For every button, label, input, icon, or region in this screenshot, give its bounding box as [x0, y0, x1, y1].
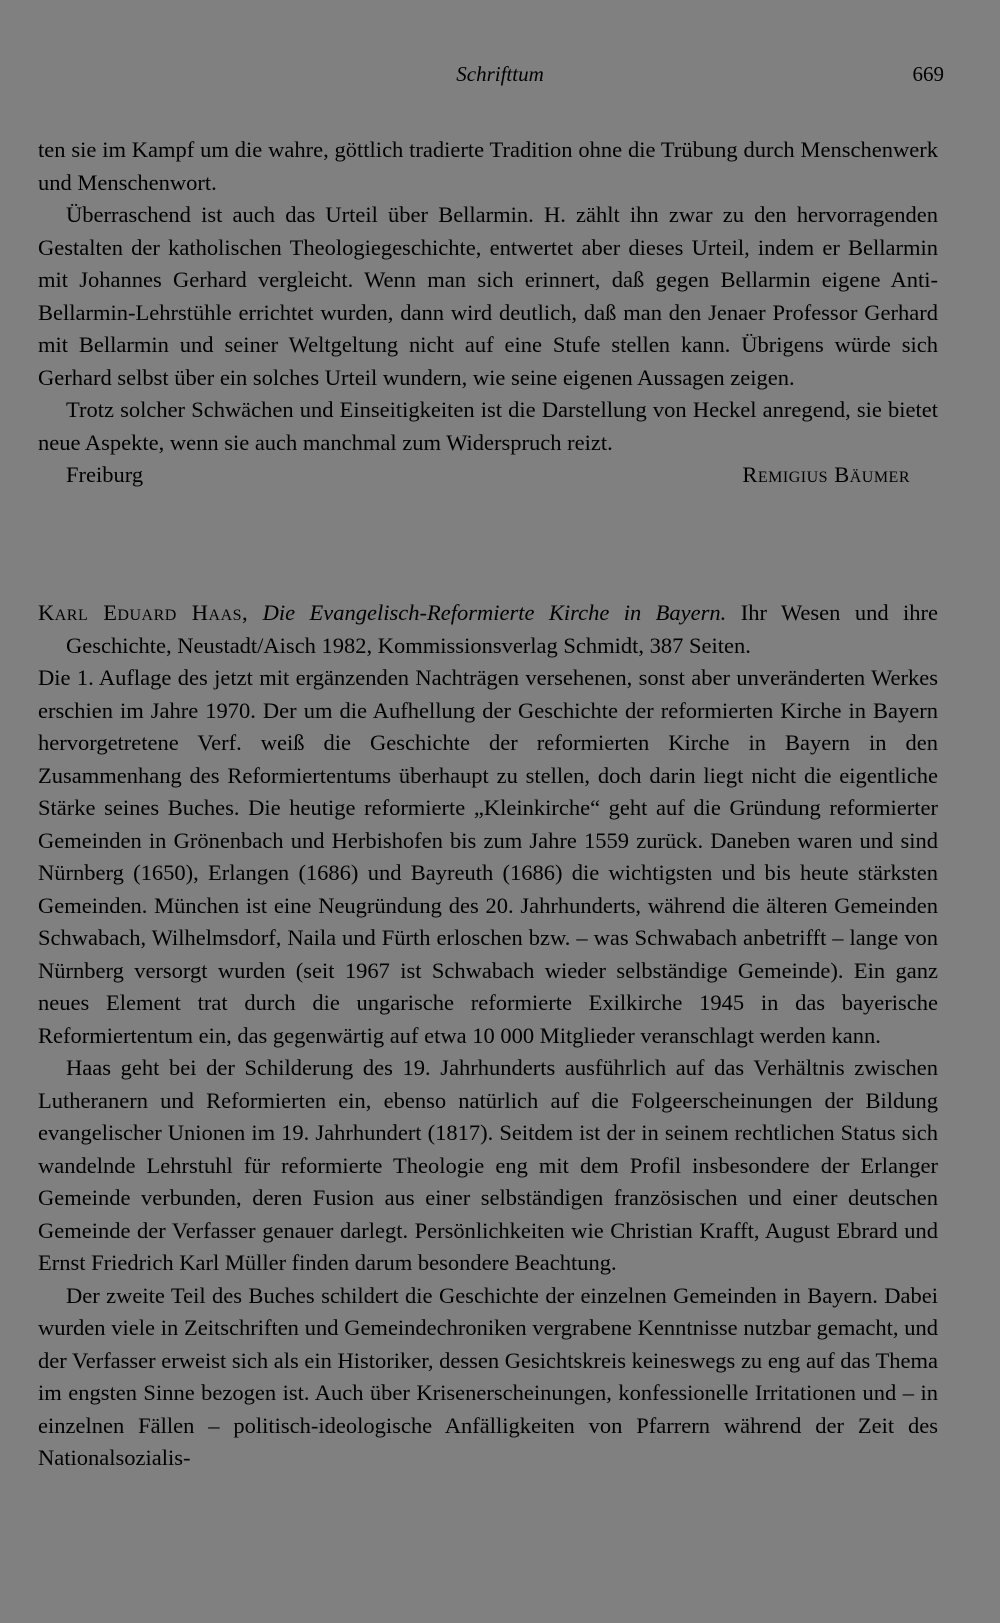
citation-details: Ihr Wesen und ihre Geschichte, Neustadt/Aisch 1982, Kommissionsverlag Schmidt, 387 Seiten.: [66, 600, 939, 658]
signature-place: Freiburg: [66, 462, 144, 487]
paragraph: Überraschend ist auch das Urteil über Bellarmin. H. zählt ihn zwar zu den hervorragenden Gestalten der katholischen Theologiegeschichte, entwertet aber dieses Urteil, indem er Bellarmin mit Johannes Gerhard vergleicht. Wenn man sich erinnert, daß gegen Bellarmin eigene Anti-Bellarmin-Lehrstühle errichtet wurden, dann wird deutlich, daß man den Jenaer Professor Gerhard mit Bellarmin und seiner Weltgeltung nicht auf eine Stufe stellen kann. Übrigens würde sich Gerhard selbst über ein solches Urteil wundern, wie seine eigenen Aussagen zeigen.: [38, 202, 938, 390]
paragraph: Der zweite Teil des Buches schildert die Geschichte der einzelnen Gemeinden in Bayern. Dabei wurden viele in Zeitschriften und Gemeindechroniken vergrabene Kenntnisse nutzbar gemacht, und der Verfasser erweist sich als ein Historiker, dessen Gesichtskreis keineswegs zu eng auf das Thema im engsten Sinne bezogen ist. Auch über Krisenerscheinungen, konfessionelle Irritationen und – in einzelnen Fällen – politisch-ideologische Anfälligkeiten von Pfarrern während der Zeit des Nationalsozialis-: [38, 1282, 938, 1470]
previous-review-ending: [38, 134, 938, 492]
citation-title: Die Evangelisch-Reformierte Kirche in Bayern.: [262, 600, 727, 625]
paragraph: Trotz solcher Schwächen und Einseitigkeiten ist die Darstellung von Heckel anregend, sie bietet neue Aspekte, wenn sie auch manchmal zum Widerspruch reizt.: [38, 397, 938, 455]
paragraph: Die 1. Auflage des jetzt mit ergänzenden Nachträgen versehenen, sonst aber unveränderten Werkes erschien im Jahre 1970. Der um die Aufhellung der Geschichte der reformierten Kirche in Bayern hervorgetretene Verf. weiß die Geschichte der reformierten Kirche in Bayern in den Zusammenhang des Reformiertentums überhaupt zu stellen, doch darin liegt nicht die eigentliche Stärke seines Buches. Die heutige reformierte „Kleinkirche“ geht auf die Gründung reformierter Gemeinden in Grönenbach und Herbishofen bis zum Jahre 1559 zurück. Daneben waren und sind Nürnberg (1650), Erlangen (1686) und Bayreuth (1686) die wichtigsten und bis heute stärksten Gemeinden. München ist eine Neugründung des 20. Jahrhunderts, während die älteren Gemeinden Schwabach, Wilhelmsdorf, Naila und Fürth erloschen bzw. – was Schwabach anbetrifft – lange von Nürnberg versorgt wurden (seit 1967 ist Schwabach wieder selbständige Gemeinde). Ein ganz neues Element trat durch die ungarische reformierte Exilkirche 1945 in das bayerische Reformiertentum ein, das gegenwärtig auf etwa 10 000 Mitglieder veranschlagt werden kann.: [38, 665, 938, 1048]
paragraph: Haas geht bei der Schilderung des 19. Jahrhunderts ausführlich auf das Verhältnis zwischen Lutheranern und Reformierten ein, ebenso natürlich auf die Folgeerscheinungen der Bildung evangelischer Unionen im 19. Jahrhundert (1817). Seitdem ist der in seinem rechtlichen Status sich wandelnde Lehrstuhl für reformierte Theologie eng mit dem Profil insbesondere der Erlanger Gemeinde verbunden, deren Fusion aus einer selbständigen französischen und einer deutschen Gemeinde der Verfasser genauer darlegt. Persönlichkeiten wie Christian Krafft, August Ebrard und Ernst Friedrich Karl Müller finden darum besondere Beachtung.: [38, 1055, 938, 1275]
citation-author: Karl Eduard Haas,: [38, 600, 249, 625]
page-number: 669: [912, 62, 944, 86]
review-signature: [66, 459, 938, 492]
paragraph: ten sie im Kampf um die wahre, göttlich tradierte Tradition ohne die Trübung durch Menschenwerk und Menschenwort.: [38, 137, 938, 195]
signature-author: Remigius Bäumer: [742, 462, 910, 487]
book-review: [38, 597, 938, 1475]
running-head: [0, 62, 1000, 96]
running-title: Schrifttum: [456, 62, 544, 86]
book-citation: [38, 597, 938, 662]
